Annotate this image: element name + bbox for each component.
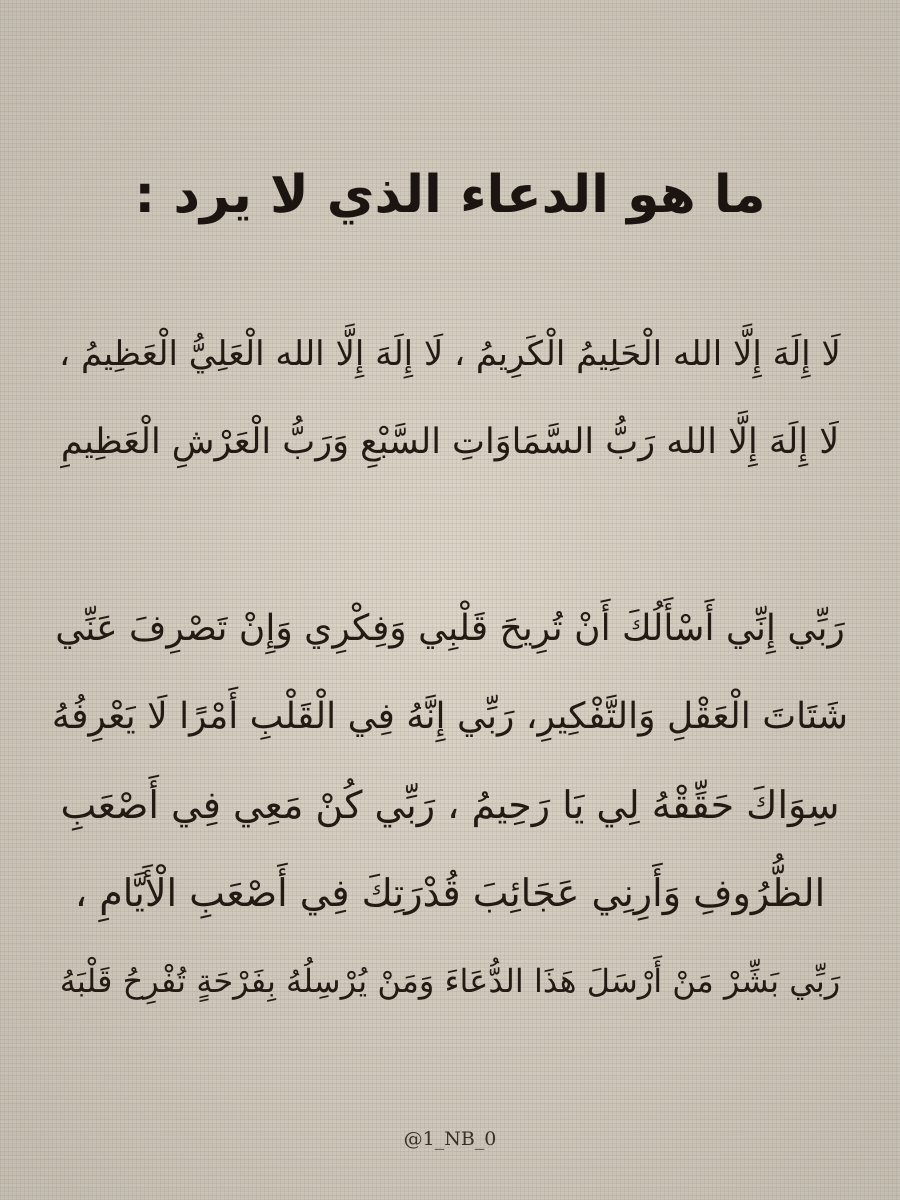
dua-line: سِوَاكَ حَقِّقْهُ لِي يَا رَحِيمُ ، رَبِّي كُنْ مَعِي فِي أَصْعَبِ — [60, 783, 840, 827]
dua-line: رَبِّي بَشِّرْ مَنْ أَرْسَلَ هَذَا الدُّعَاءَ وَمَنْ يُرْسِلُهُ بِفَرْحَةٍ تُفْرِحُ قَلْبَهُ — [59, 962, 841, 1000]
dua-line: لَا إِلَهَ إِلَّا الله الْحَلِيمُ الْكَرِيمُ ، لَا إِلَهَ إِلَّا الله الْعَلِيُّ الْعَظِيمُ ، — [59, 334, 841, 374]
author-handle: @1_NB_0 — [403, 1128, 497, 1150]
dua-line: شَتَاتَ الْعَقْلِ وَالتَّفْكِيرِ، رَبِّي إِنَّهُ فِي الْقَلْبِ أَمْرًا لَا يَعْرِفُهُ — [51, 696, 849, 737]
dua-section-supplication — [50, 585, 850, 1025]
dua-section-tahlil — [50, 310, 850, 486]
page-title: ما هو الدعاء الذي لا يرد : — [134, 165, 766, 225]
dua-line: رَبِّي إِنِّي أَسْأَلُكَ أَنْ تُرِيحَ قَلْبِي وَفِكْرِي وَإِنْ تَصْرِفَ عَنِّي — [55, 608, 845, 649]
dua-line: لَا إِلَهَ إِلَّا الله رَبُّ السَّمَاوَاتِ السَّبْعِ وَرَبُّ الْعَرْشِ الْعَظِيمِ — [60, 422, 840, 462]
dua-line: الظُّرُوفِ وَأَرِنِي عَجَائِبَ قُدْرَتِكَ فِي أَصْعَبِ الْأَيَّامِ ، — [74, 871, 826, 915]
